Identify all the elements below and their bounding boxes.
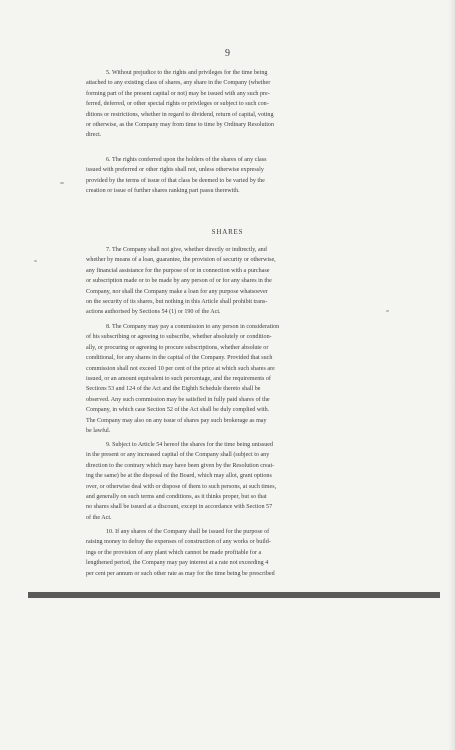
text-line: of his subscribing or agreeing to subscribe, whether absolutely or condition- <box>86 334 272 341</box>
text-line: 5. Without prejudice to the rights and privileges for the time being <box>106 70 268 76</box>
text-line: issued with preferred or other rights shall not, unless otherwise expressly <box>86 167 264 174</box>
text-line: whether by means of a loan, guarantee, the provision of security or otherwise, <box>86 257 276 264</box>
text-line: over, or otherwise deal with or dispose of them to such persons, at such times, <box>86 483 277 490</box>
text-line: any financial assistance for the purpose of or in connection with a purchase <box>86 267 270 274</box>
section-heading-shares: SHARES <box>211 228 244 236</box>
text-line: forming part of the present capital or not) may be issued with any such pre- <box>86 90 270 97</box>
text-line: observed. Any such commission may be satisfied in fully paid shares of the <box>86 396 270 403</box>
text-line: ditions or restrictions, whether in regard to dividend, return of capital, voting <box>86 111 274 118</box>
text-line: creation or issue of further shares ranking pari passu therewith. <box>86 188 240 195</box>
text-line: of the Act. <box>86 514 112 521</box>
text-line: 10. If any shares of the Company shall be issued for the purpose of <box>106 529 270 535</box>
text-line: issued, or an amount equivalent to such percentage, and the requirements of <box>86 376 271 383</box>
text-line: 6. The rights conferred upon the holders of the shares of any class <box>106 157 267 163</box>
text-line: ferred, deferred, or other special rights or privileges or subject to such con- <box>86 101 269 108</box>
text-line: 7. The Company shall not give, whether directly or indirectly, and <box>106 247 267 253</box>
scan-edge-shadow <box>449 0 455 750</box>
text-line: raising money to defray the expenses of construction of any works or build- <box>86 539 271 546</box>
text-line: in the present or any increased capital of the Company shall (subject to any <box>86 452 270 459</box>
text-line: direct. <box>86 132 102 139</box>
text-line: be lawful. <box>86 428 111 435</box>
text-line: per cent per annum or such other rate as may for the time being be prescribed <box>86 570 275 577</box>
text-line: or otherwise, as the Company may from time to time by Ordinary Resolution <box>86 122 275 129</box>
scan-speck <box>60 182 64 184</box>
text-line: or subscription made or to be made by any person of or for any shares in the <box>86 278 272 285</box>
text-line: Company, in which case Section 52 of the Act shall be duly complied with. <box>86 407 270 414</box>
text-line: 9. Subject to Article 54 hereof the shares for the time being unissued <box>106 442 274 448</box>
text-line: The Company may also on any issue of shares pay such brokerage as may <box>86 417 267 424</box>
page-number: 9 <box>225 48 230 59</box>
text-line: Sections 53 and 124 of the Act and the Eighth Schedule thereto shall be <box>86 386 261 393</box>
text-line: attached to any existing class of shares, any share in the Company (whether <box>86 80 271 87</box>
scan-speck <box>34 260 37 262</box>
paragraph-6 <box>86 155 368 197</box>
scan-speck <box>386 310 389 312</box>
text-line: provided by the terms of issue of that class be deemed to be varied by the <box>86 177 265 184</box>
text-line: lengthened period, the Company may pay interest at a rate not exceeding 4 <box>86 560 269 567</box>
paragraph-5 <box>86 68 368 141</box>
text-line: conditional, for any shares in the capital of the Company. Provided that such <box>86 355 273 362</box>
text-line: no shares shall be issued at a discount, except in accordance with Section 57 <box>86 504 273 511</box>
text-line: ing the same) be at the disposal of the Board, which may allot, grant options <box>86 473 272 480</box>
text-line: direction to the contrary which may have been given by the Resolution creat- <box>86 462 275 469</box>
page-bottom-rule <box>28 592 440 598</box>
text-line: 8. The Company may pay a commission to any person in consideration <box>106 324 280 330</box>
text-line: ings or the provision of any plant which cannot be made profitable for a <box>86 549 262 556</box>
text-line: actions authorised by Sections 54 (1) or 190 of the Act. <box>86 309 221 316</box>
text-line: commission shall not exceed 10 per cent of the price at which such shares are <box>86 365 275 372</box>
paragraph-9 <box>86 440 368 523</box>
paragraph-7 <box>86 245 368 318</box>
text-line: and generally on such terms and conditions, as it thinks proper, but so that <box>86 494 267 501</box>
text-line: Company, nor shall the Company make a loan for any purpose whatsoever <box>86 288 268 295</box>
paragraph-10 <box>86 527 368 579</box>
text-line: on the security of its shares, but nothing in this Article shall prohibit trans- <box>86 299 268 306</box>
text-line: ally, or procuring or agreeing to procure subscriptions, whether absolute or <box>86 344 269 351</box>
paragraph-8 <box>86 322 368 436</box>
